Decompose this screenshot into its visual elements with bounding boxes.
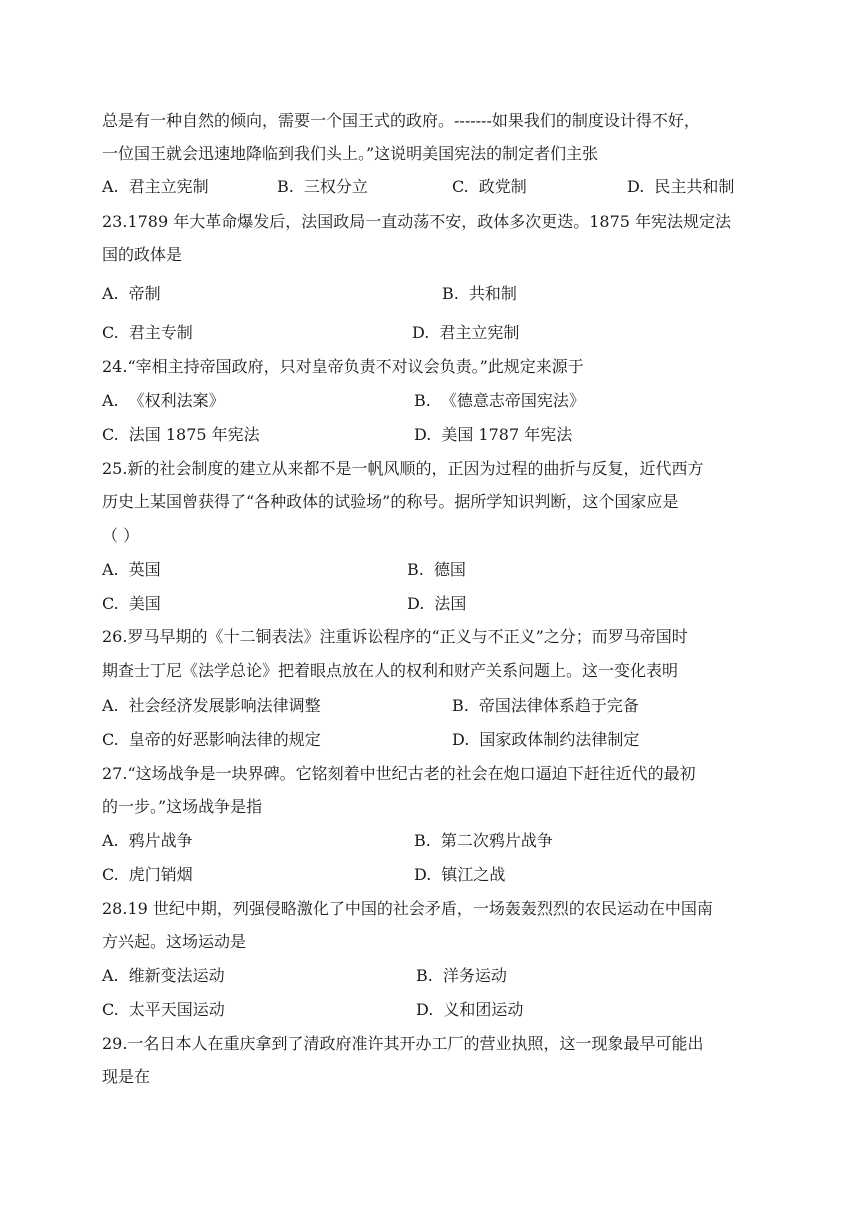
question-27: 27.“这场战争是一块界碑。它铭刻着中世纪古老的社会在炮口逼迫下赶往近代的最初	[102, 764, 696, 783]
question-26: 26.罗马早期的《十二铜表法》注重诉讼程序的“正义与不正义”之分；而罗马帝国时	[102, 627, 688, 646]
options-row-q24a	[102, 391, 762, 411]
text-line: 的一步。”这场战争是指	[102, 797, 263, 816]
option-b: B. 德国	[407, 560, 466, 579]
option-d: D. 美国 1787 年宪法	[414, 425, 573, 444]
option-b: B. 洋务运动	[416, 966, 507, 985]
option-c: C. 君主专制	[102, 323, 193, 342]
option-c: C. 美国	[102, 594, 161, 613]
text-line: 现是在	[102, 1067, 151, 1086]
option-b: B. 《德意志帝国宪法》	[414, 391, 585, 410]
option-d: D. 义和团运动	[416, 1000, 524, 1019]
option-b: B. 共和制	[442, 284, 517, 303]
option-a: A. 英国	[102, 560, 161, 579]
option-d: D. 法国	[407, 594, 467, 613]
text-line: 一位国王就会迅速地降临到我们头上。”这说明美国宪法的制定者们主张	[102, 144, 599, 163]
option-c: C. 政党制	[452, 177, 527, 196]
option-a: A. 社会经济发展影响法律调整	[102, 696, 321, 715]
option-b: B. 三权分立	[277, 177, 368, 196]
options-row-q26a	[102, 696, 762, 716]
question-25: 25.新的社会制度的建立从来都不是一帆风顺的，正因为过程的曲折与反复，近代西方	[102, 459, 704, 478]
option-d: D. 国家政体制约法律制定	[452, 730, 640, 749]
question-28: 28.19 世纪中期，列强侵略激化了中国的社会矛盾，一场轰轰烈烈的农民运动在中国南	[102, 899, 713, 918]
options-row-q23b	[102, 323, 762, 343]
option-c: C. 虎门销烟	[102, 865, 193, 884]
option-b: B. 帝国法律体系趋于完备	[452, 696, 639, 715]
option-c: C. 皇帝的好恶影响法律的规定	[102, 730, 321, 749]
text-line: 历史上某国曾获得了“各种政体的试验场”的称号。据所学知识判断，这个国家应是	[102, 492, 679, 511]
options-row-q24b	[102, 425, 762, 445]
text-line: 总是有一种自然的倾向，需要一个国王式的政府。-------如果我们的制度设计得不好，	[102, 111, 700, 130]
options-row-q28a	[102, 966, 762, 986]
option-b: B. 第二次鸦片战争	[414, 831, 553, 850]
option-d: D. 君主立宪制	[412, 323, 520, 342]
option-a: A. 帝制	[102, 284, 161, 303]
options-row-q25b	[102, 594, 762, 614]
options-row-q25a	[102, 560, 762, 580]
options-row-q26b	[102, 730, 762, 750]
question-24: 24.“宰相主持帝国政府，只对皇帝负责不对议会负责。”此规定来源于	[102, 357, 584, 376]
option-a: A. 维新变法运动	[102, 966, 225, 985]
options-row-q27b	[102, 865, 762, 885]
option-d: D. 民主共和制	[627, 177, 735, 196]
option-a: A. 君主立宪制	[102, 177, 209, 196]
text-line: 方兴起。这场运动是	[102, 932, 247, 951]
answer-blank: （ ）	[102, 526, 140, 545]
text-line: 国的政体是	[102, 245, 183, 264]
option-a: A. 《权利法案》	[102, 391, 225, 410]
options-row-q27a	[102, 831, 762, 851]
question-23: 23.1789 年大革命爆发后，法国政局一直动荡不安，政体多次更迭。1875 年宪法规定法	[102, 212, 732, 231]
options-row-q28b	[102, 1000, 762, 1020]
options-row-q22	[102, 177, 762, 197]
option-a: A. 鸦片战争	[102, 831, 193, 850]
option-d: D. 镇江之战	[414, 865, 506, 884]
question-29: 29.一名日本人在重庆拿到了清政府准许其开办工厂的营业执照，这一现象最早可能出	[102, 1034, 704, 1053]
option-c: C. 太平天国运动	[102, 1000, 225, 1019]
option-c: C. 法国 1875 年宪法	[102, 425, 260, 444]
text-line: 期查士丁尼《法学总论》把着眼点放在人的权利和财产关系问题上。这一变化表明	[102, 661, 679, 680]
options-row-q23a	[102, 284, 762, 304]
